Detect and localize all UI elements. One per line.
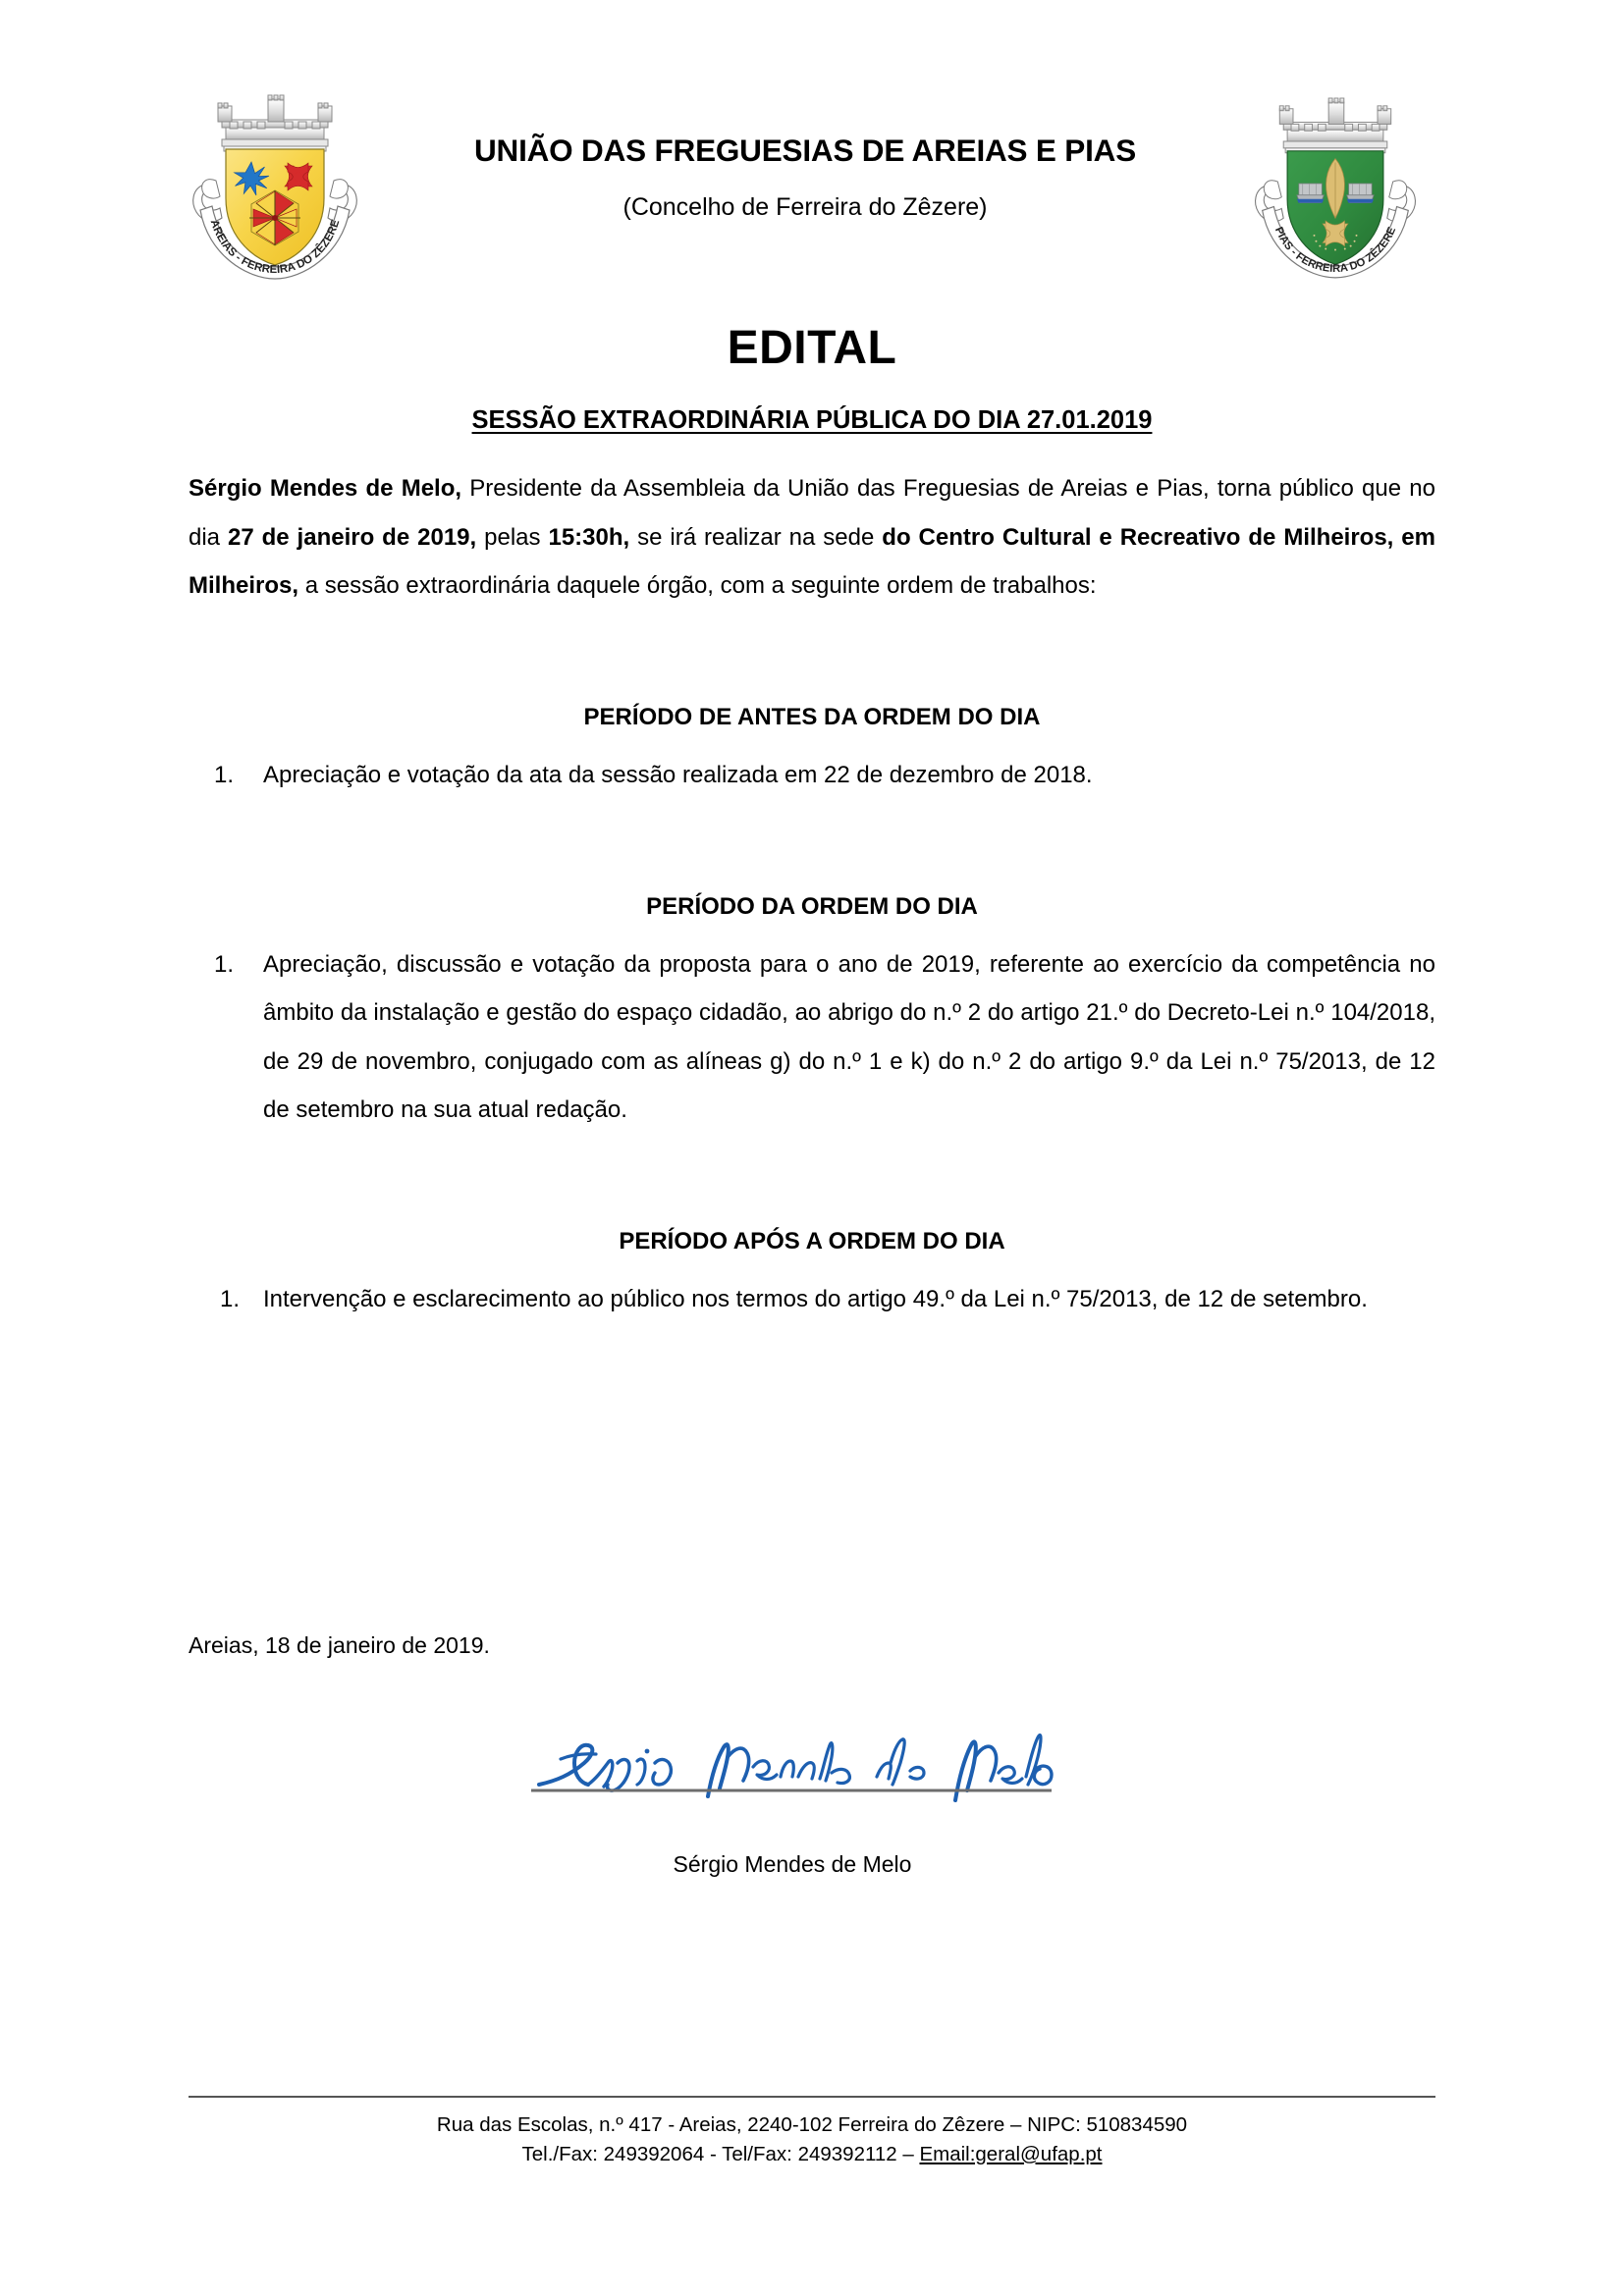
intro-text-a: Presidente da Assembleia da União das Freguesias de Areias e Pias, torna público que no dia — [189, 475, 1435, 551]
organization-title: UNIÃO DAS FREGUESIAS DE AREIAS E PIAS — [473, 133, 1137, 168]
section-spacer — [189, 1134, 1435, 1228]
section-heading: PERÍODO APÓS A ORDEM DO DIA — [619, 1227, 1005, 1255]
signature-block — [517, 1702, 1067, 1878]
section-antes-ordem-do-dia — [189, 704, 1435, 799]
intro-text-d: a sessão extraordinária daquele órgão, com a seguinte ordem de trabalhos: — [298, 571, 1097, 599]
pias-banner-text: PIAS - FERREIRA DO ZÊZERE — [1271, 225, 1399, 276]
section-item-list — [189, 940, 1435, 1134]
footer-divider — [189, 2096, 1435, 2098]
list-item: Apreciação e votação da ata da sessão realizada em 22 de dezembro de 2018. — [263, 761, 1093, 788]
section-item-list — [189, 1275, 1435, 1323]
section-ordem-do-dia — [189, 893, 1435, 1134]
areias-coat-of-arms-icon — [187, 86, 363, 283]
intro-date: 27 de janeiro de 2019, — [227, 523, 477, 551]
footer-address: Rua das Escolas, n.º 417 - Areias, 2240-102 Ferreira do Zêzere – NIPC: 510834590 — [436, 2113, 1188, 2136]
footer-phone-text: Tel./Fax: 249392064 - Tel/Fax: 249392112 – — [521, 2142, 920, 2165]
intro-paragraph — [189, 464, 1435, 610]
section-heading: PERÍODO DA ORDEM DO DIA — [646, 893, 978, 921]
heading-spacer — [189, 921, 1435, 940]
signature-printed-name: Sérgio Mendes de Melo — [673, 1851, 912, 1878]
stone-basin-right — [1347, 184, 1374, 203]
heading-spacer — [189, 731, 1435, 751]
header-title-block — [373, 133, 1237, 221]
intro-text-c: se irá realizar na sede — [629, 523, 883, 551]
signature-area — [189, 1629, 1435, 1878]
intro-venue: do Centro Cultural e Recreativo de Milheiros, em Milheiros, — [189, 523, 1435, 599]
intro-president-name: Sérgio Mendes de Melo, — [189, 475, 462, 503]
section-heading: PERÍODO DE ANTES DA ORDEM DO DIA — [583, 703, 1041, 730]
handwritten-signature-icon — [527, 1702, 1057, 1812]
section-item-list — [189, 751, 1435, 799]
footer-email-link[interactable]: Email:geral@ufap.pt — [919, 2142, 1103, 2165]
section-spacer — [189, 799, 1435, 893]
document-title: EDITAL — [727, 322, 897, 374]
list-item: Apreciação, discussão e votação da proposta para o ano de 2019, referente ao exercício da competência no âmbito da instalação e gestão do espaço cidadão, ao abrigo do n.º 2 do artigo 21.º do Decreto-Lei n.º 104/2018, de 29 de novembro, conjugado com as alíneas g) do n.º 1 e k) do n.º 2 do artigo 9.º da Lei n.º 75/2013, de 12 de setembro na sua atual redação. — [263, 951, 1435, 1123]
stone-basin-left — [1297, 184, 1324, 203]
organization-subtitle: (Concelho de Ferreira do Zêzere) — [622, 192, 988, 221]
pias-coat-of-arms-icon — [1249, 88, 1422, 283]
document-body — [189, 324, 1435, 1323]
section-spacer — [189, 610, 1435, 704]
section-apos-ordem-do-dia — [189, 1228, 1435, 1323]
red-cross-pattee — [285, 163, 312, 190]
document-subtitle: SESSÃO EXTRAORDINÁRIA PÚBLICA DO DIA 27.01.2019 — [471, 406, 1153, 435]
intro-text-b: pelas — [476, 523, 549, 551]
intro-time: 15:30h, — [548, 523, 630, 551]
document-footer — [189, 2096, 1435, 2168]
list-item: Intervenção e esclarecimento ao público nos termos do artigo 49.º da Lei n.º 75/2013, de 12 de setembro. — [263, 1285, 1368, 1312]
footer-contacts — [189, 2140, 1435, 2169]
areias-banner-text: AREIAS - FERREIRA DO ZÊZERE — [207, 218, 343, 277]
place-and-date: Areias, 18 de janeiro de 2019. — [189, 1632, 490, 1658]
heading-spacer — [189, 1255, 1435, 1275]
gold-cross-pattee — [1323, 221, 1348, 246]
document-header — [0, 0, 1623, 293]
